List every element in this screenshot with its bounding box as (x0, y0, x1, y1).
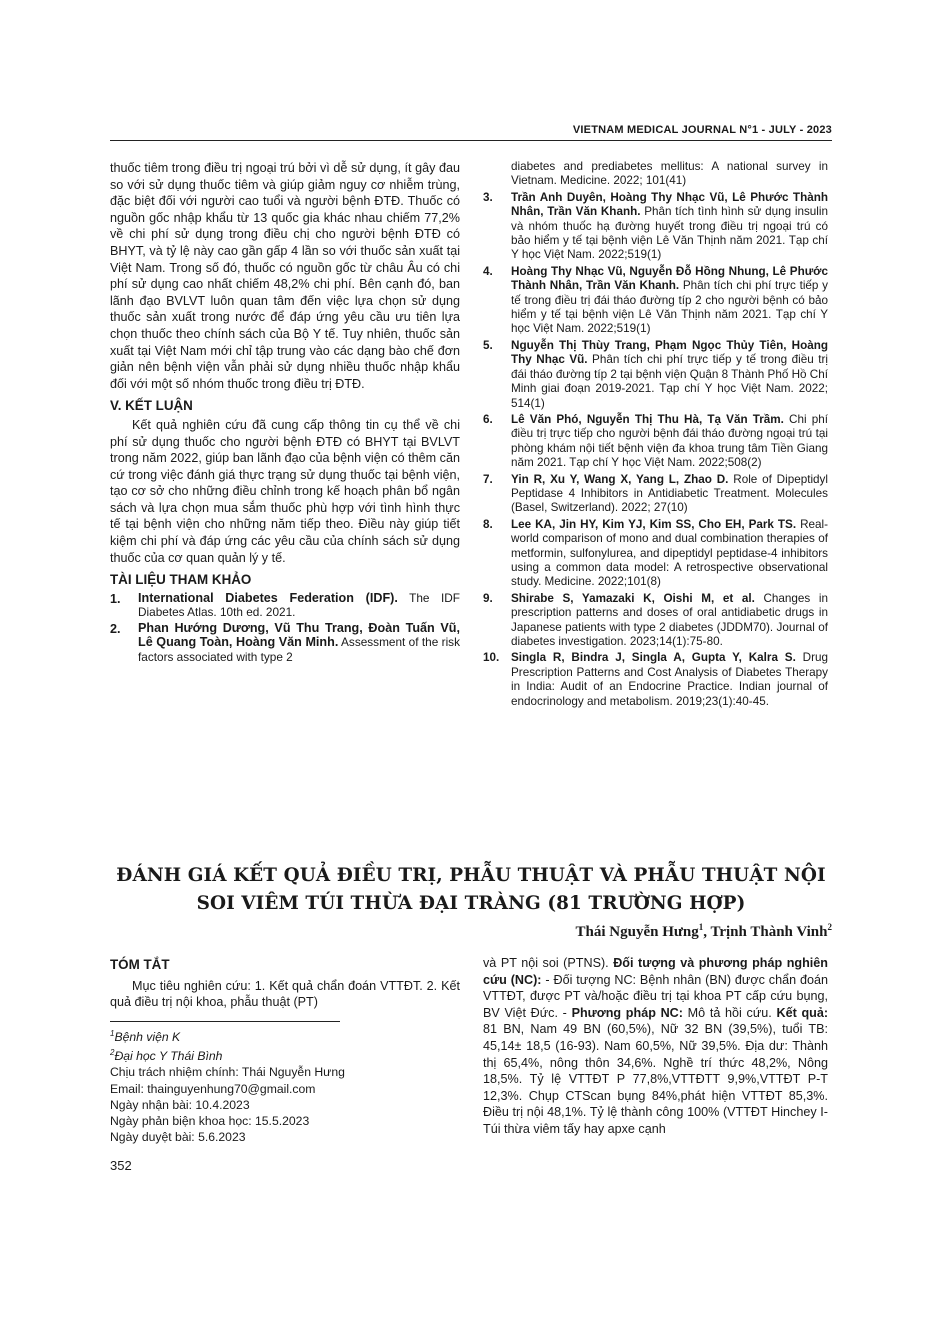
email-line: Email: thainguyenhung70@gmail.com (110, 1081, 316, 1096)
journal-header: VIETNAM MEDICAL JOURNAL N°1 - JULY - 2023 (572, 124, 832, 136)
reference-author: Yin R, Xu Y, Wang X, Yang L, Zhao D. (511, 472, 729, 486)
reference-detail: Role of Dipeptidyl Peptidase 4 Inhibitors in Antidiabetic Treatment. Molecules (Basel, Switzerland). 2022; 27(10) (511, 472, 828, 515)
right-column-bottom (483, 955, 828, 1138)
reference-detail: Phân tích chi phí trực tiếp y tế trong điều trị đái tháo đường típ 2 cho người bệnh có bảo hiểm y tế tại bệnh viện Lê Văn Thịnh năm 2021. Tạp chí Y học Việt Nam. 2022;519(1) (511, 279, 828, 336)
reference-body (138, 621, 460, 664)
affiliation-1: $^1$Bệnh viện K (110, 1028, 181, 1044)
reference-item (110, 621, 460, 664)
reference-detail: Chi phí điều trị trực tiếp cho người bệnh đái tháo đường ngoại trú tại phòng khám nội tiết bệnh viện đa khoa trung tâm Tiền Giang năm 2021. Tạp chí Y học Việt Nam. 2022;508(2) (511, 412, 828, 470)
author-line (420, 922, 832, 941)
abstract-continuation: và PT nội soi (PTNS). Đối tượng và phương pháp nghiên cứu (NC): - Đối tượng NC: Bệnh nhân (BN) được chẩn đoán VTTĐT, được PT và/hoặc điều trị tại khoa PT cấp cứu bụng, BV Việt Đức. - Phương pháp NC: Mô tả hồi cứu. Kết quả: 81 BN, Nam 49 BN (60,5%), Nữ 32 BN (39,5%), tuổi TB: 45,14± 18,5 (16-93). Nam 60,5%, Nữ 39,5%. Địa dư: Thành thị 65,4%, nông thôn 34,6%. Nghề trí thức 48,2%, Nông 18,5%. Tỷ lệ VTTĐT P 77,8%,VTTĐTT 9,9%,VTTĐT P-T 12,3%. Chụp CTScan bụng 84%,phát hiện VTTĐT 85,3%. Điều trị nội 48,1%. Tỷ lệ thành công 100% (VTTĐT Hinchey I-Túi thừa viêm tấy hay apxe cạnh (483, 956, 829, 1136)
author-name: Thái Nguyễn Hưng (575, 924, 699, 940)
header-rule (110, 140, 832, 141)
reference-item (483, 473, 828, 516)
conclusion-paragraph: Kết quả nghiên cứu đã cung cấp thông tin cụ thể về chi phí sử dụng thuốc cho người bệnh ĐTĐ có BHYT tại BVLVT trong năm 2022, giúp ban lãnh đạo của bệnh viện có thêm căn cứ trong việc đánh giá thực trạng sử dụng thuốc tại bệnh viện, tạo cơ sở cho những điều chỉnh trong kế hoạch phân bổ ngân sách và lựa chọn mua sắm thuốc phù hợp với tình hình thực tế tại bệnh viện cho những năm tiếp theo. Điều này giúp tiết kiệm chi phí và đáp ứng các yêu cầu của chính sách sử dụng thuốc của cơ quan quản lý y tế. (110, 417, 460, 565)
author-name: Trịnh Thành Vinh (710, 924, 828, 940)
reference-item (483, 518, 828, 590)
conclusion-title: V. KẾT LUẬN (110, 398, 193, 414)
references-title: TÀI LIỆU THAM KHẢO (110, 572, 252, 588)
reference-item (110, 591, 460, 619)
reference-number: 4. (483, 264, 493, 278)
reference-item (483, 413, 828, 471)
abstract-title: TÓM TẮT (110, 957, 170, 972)
reference-number: 3. (483, 190, 493, 204)
reference-number: 5. (483, 338, 493, 352)
reference-item (483, 265, 828, 337)
received-date: Ngày nhận bài: 10.4.2023 (110, 1097, 250, 1112)
reference-author: Lê Văn Phó, Nguyễn Thị Thu Hà, Tạ Văn Trầm. (511, 412, 784, 426)
page-number: 352 (110, 1158, 132, 1173)
reference-author: International Diabetes Federation (IDF). (138, 590, 398, 605)
discussion-paragraph: thuốc tiêm trong điều trị ngoại trú bởi vì dễ sử dụng, ít gây đau so với sử dụng thuốc tiêm và giúp giảm nguy cơ nhiễm trùng, đặc biệt đối với người cao tuổi và người bệnh ĐTĐ. Thuốc có nguồn gốc nhập khẩu từ 13 quốc gia khác nhau chiếm 77,2% về chi phí sử dụng trong điều chị cho người bệnh ĐTĐ có BHYT, và tỷ lệ này cao gần gấp 4 lần so với thuốc sản xuất tại Việt Nam. Trong số đó, thuốc có nguồn gốc từ châu Âu có chi phí sử dụng cao nhất chiếm 48,2% chi phí. Bên cạnh đó, ban lãnh đạo BVLVT luôn quan tâm đến việc lựa chọn sử dụng thuốc sản xuất trong nước để đáp ứng yêu cầu ưu tiên lựa chọn thuốc theo chính sách của Bộ Y tế. Tuy nhiên, thuốc sản xuất tại Việt Nam mới chỉ tập trung vào các dạng bào chế đơn giản nên bệnh viện vẫn phải sử dụng nhiều thuốc nhập khẩu đối với một số nhóm thuốc trong điều trị ĐTĐ. (110, 161, 460, 391)
left-column-bottom (110, 955, 460, 1145)
footnote-rule (110, 1021, 340, 1022)
reference-detail: Real-world comparison of mono and dual combination therapies of metformin, sulfonylurea, and dipeptidyl peptidase-4 inhibitors using a common data model: A retrospective observational study. Medicine. 2022;101(8) (511, 517, 828, 589)
right-column-top (483, 160, 828, 711)
reference-author: Shirabe S, Yamazaki K, Oishi M, et al. (511, 591, 755, 605)
reference-detail: Changes in prescription patterns and doses of oral antidiabetic drugs in Japanese patients with type 2 diabetes (JDDM70). Journal of diabetes investigation. 2023;14(1):75-80. (511, 591, 828, 648)
reference-item (483, 191, 828, 263)
reference-author: Nguyễn Thị Thùy Trang, Phạm Ngọc Thủy Tiên, Hoàng Thy Nhạc Vũ. (511, 338, 828, 367)
review-date: Ngày phản biện khoa học: 15.5.2023 (110, 1113, 310, 1128)
reference-item (483, 651, 828, 709)
reference-number: 9. (483, 591, 493, 605)
reference-body (138, 591, 460, 619)
reference-author: Phan Hướng Dương, Vũ Thu Trang, Đoàn Tuấn Vũ, Lê Quang Toàn, Hoàng Văn Minh. (138, 621, 460, 650)
reference-number: 1. (110, 591, 121, 606)
reference-author: Singla R, Bindra J, Singla A, Gupta Y, Kalra S. (511, 651, 796, 665)
reference-detail: diabetes and prediabetes mellitus: A national survey in Vietnam. Medicine. 2022; 101(41) (511, 160, 828, 188)
article-title: ĐÁNH GIÁ KẾT QUẢ ĐIỀU TRỊ, PHẪU THUẬT VÀ PHẪU THUẬT NỘI SOI VIÊM TÚI THỪA ĐẠI TRÀNG (81 TRƯỜNG HỢP) (116, 865, 826, 914)
reference-number: 2. (110, 622, 121, 637)
abstract-paragraph: Mục tiêu nghiên cứu: 1. Kết quả chẩn đoán VTTĐT. 2. Kết quả điều trị nội khoa, phẫu thuật (PT) (110, 978, 460, 1010)
reference-item (483, 339, 828, 411)
reference-number: 6. (483, 412, 493, 426)
affiliation-marker: 1 (698, 922, 704, 932)
reference-author: Lee KA, Jin HY, Kim YJ, Kim SS, Cho EH, Park TS. (511, 517, 797, 531)
reference-author: Trần Anh Duyên, Hoàng Thy Nhạc Vũ, Lê Phước Thành Nhân, Trần Văn Khanh. (511, 190, 828, 219)
affiliation-marker: 2 (827, 922, 832, 932)
reference-number: 8. (483, 517, 493, 531)
reference-continuation (483, 160, 828, 189)
reference-item (483, 592, 828, 650)
accepted-date: Ngày duyệt bài: 5.6.2023 (110, 1130, 246, 1145)
reference-detail: The IDF Diabetes Atlas. 10th ed. 2021. (138, 590, 460, 620)
reference-detail: Assessment of the risk factors associated with type 2 (138, 635, 460, 664)
author-separator: , (703, 924, 711, 940)
reference-author: Hoàng Thy Nhạc Vũ, Nguyễn Đỗ Hồng Nhung, Lê Phước Thành Nhân, Trần Văn Khanh. (511, 264, 828, 293)
reference-number: 7. (483, 472, 493, 486)
reference-number: 10. (483, 651, 500, 665)
affiliation-2: $^2$Đại học Y Thái Bình (110, 1048, 223, 1064)
reference-detail: Phân tích tình hình sử dụng insulin và nhóm thuốc hạ đường huyết trong điều trị ngoại trú có bảo hiểm y tế tại bệnh viện Lê Văn Thịnh năm 2021. Tạp chí Y học Việt Nam. 2022;519(1) (511, 205, 828, 262)
reference-detail: Phân tích chi phí trực tiếp y tế trong điều trị đái tháo đường típ 2 tại bệnh viện Quận 8 Thành Phố Hồ Chí Minh giai đoạn 2019-2021. Tạp chí Y học Việt Nam. 2022; 514(1) (511, 353, 828, 410)
reference-detail: Drug Prescription Patterns and Cost Analysis of Diabetes Therapy in India: Audit of an Endocrine Practice. Indian journal of endocrinology and metabolism. 2019;23(1):40-45. (511, 651, 828, 708)
left-column-top (110, 160, 460, 666)
corresponding-author: Chịu trách nhiệm chính: Thái Nguyễn Hưng (110, 1065, 345, 1080)
